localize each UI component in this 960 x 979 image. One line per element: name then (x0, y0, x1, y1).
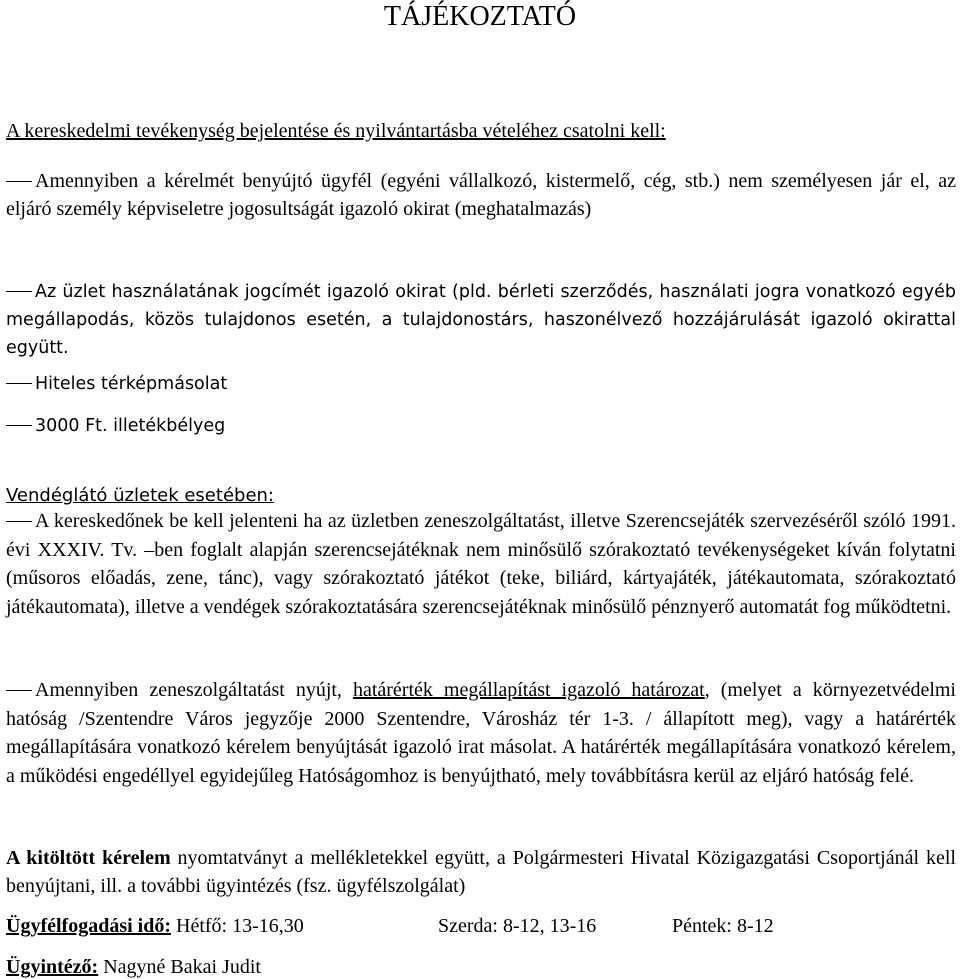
dash-bullet (6, 291, 32, 292)
office-hours-label: Ügyfélfogadási idő: (6, 915, 171, 937)
dash-bullet (6, 690, 32, 691)
dash-bullet (6, 425, 32, 426)
section-heading-requirements: A kereskedelmi tevékenység bejelentése és nyilvántartásba vételéhez csatolni kell: (6, 120, 666, 142)
page-title: TÁJÉKOZTATÓ (383, 1, 577, 32)
office-hours: Ügyfélfogadási idő: Hétfő: 13-16,30 Szerda: 8-12, 13-16 Péntek: 8-12 (6, 915, 774, 937)
case-officer-label: Ügyintéző: (6, 956, 99, 978)
requirement-item-3: Hiteles térképmásolat (6, 370, 956, 398)
hospitality-item-2: Amennyiben zeneszolgáltatást nyújt, határérték megállapítást igazoló határozat, (melyet a környezetvédelmi hatóság /Szentendre Város jegyzője 2000 Szentendre, Városház tér 1-3. / állapított meg), vagy a határérték megállapítására vonatkozó kérelem benyújtását igazoló irat másolat. A határérték megállapítására vonatkozó kérelem, a működési engedéllyel egyidejűleg Hatóságomhoz is benyújtható, mely továbbításra kerül az eljáró hatóság felé. (6, 679, 956, 787)
dash-bullet (6, 521, 32, 522)
requirement-item-1: Amennyiben a kérelmét benyújtó ügyfél (egyéni vállalkozó, kistermelő, cég, stb.) nem személyesen jár el, az eljáró személy képviseletre jogosultságát igazoló okirat (meghatalmazás) (6, 170, 956, 220)
closing-paragraph: A kitöltött kérelem nyomtatványt a mellékletekkel együtt, a Polgármesteri Hivatal Közigazgatási Csoportjánál kell benyújtani, ill. a további ügyintézés (fsz. ügyfélszolgálat) (6, 847, 956, 897)
dash-bullet (6, 383, 32, 384)
requirement-item-4: 3000 Ft. illetékbélyeg (6, 412, 956, 440)
section-heading-hospitality: Vendéglátó üzletek esetében: (6, 485, 274, 506)
case-officer: Ügyintéző: Nagyné Bakai Judit (6, 956, 261, 978)
threshold-decision-link: határérték megállapítást igazoló határozat (352, 679, 705, 701)
office-hours-friday: Péntek: 8-12 (672, 915, 774, 937)
office-hours-wednesday: Szerda: 8-12, 13-16 (438, 915, 597, 937)
hospitality-item-1: A kereskedőnek be kell jelenteni ha az üzletben zeneszolgáltatást, illetve Szerencsejáték szervezéséről szóló 1991. évi XXXIV. Tv. –ben foglalt alapján szerencsejátéknak nem minősülő szórakoztató tevékenységeket kíván folytatni (műsoros előadás, zene, tánc), vagy szórakoztató játékot (teke, biliárd, kártyajáték, játékautomata, szórakoztató játékautomata), illetve a vendégek szórakoztatására szerencsejátéknak minősülő pénznyerő automatát fog működtetni. (6, 510, 956, 618)
dash-bullet (6, 181, 32, 182)
requirement-item-2: Az üzlet használatának jogcímét igazoló okirat (pld. bérleti szerződés, használati jogra vonatkozó egyéb megállapodás, közös tulajdonos esetén, a tulajdonostárs, haszonélvező hozzájárulását igazoló okirattal együtt. (6, 282, 956, 358)
